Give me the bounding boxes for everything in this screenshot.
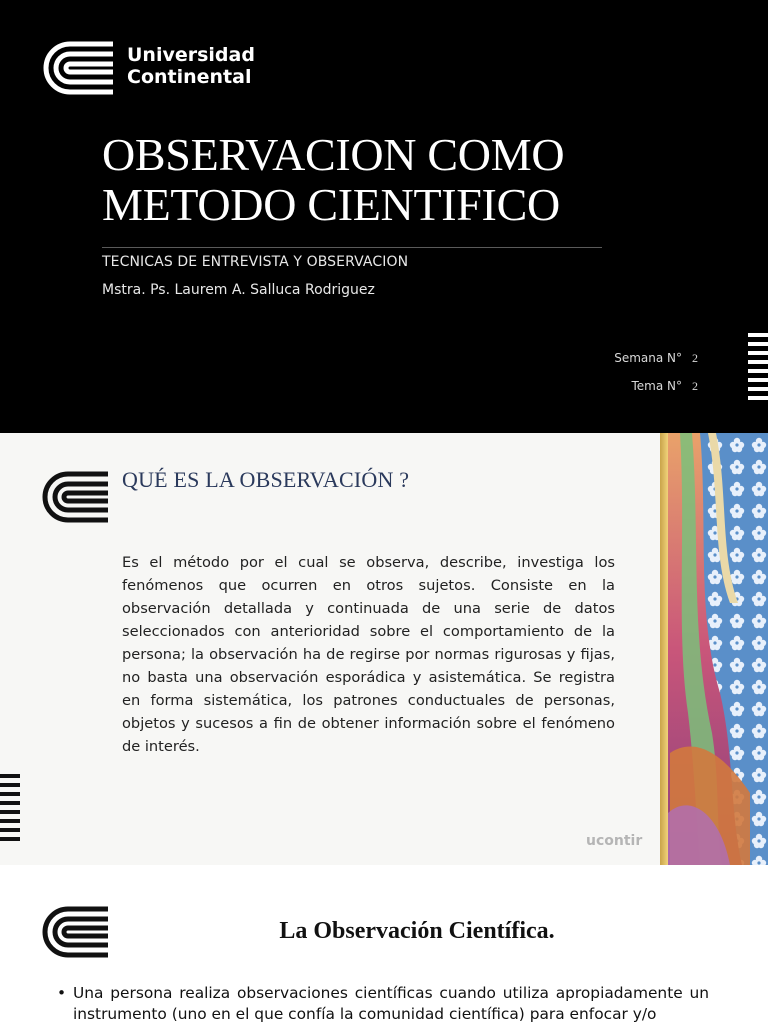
- title-slide: [0, 0, 768, 433]
- bullet-list: [57, 983, 709, 1025]
- presentation-title: [102, 130, 564, 230]
- presentation-subtitle: TECNICAS DE ENTREVISTA Y OBSERVACION: [102, 254, 409, 270]
- brand-line-2: Continental: [127, 66, 252, 88]
- section-title: QUÉ ES LA OBSERVACIÓN ?: [122, 467, 410, 492]
- title-line-1: OBSERVACION COMO: [102, 129, 565, 180]
- decorative-artwork: [660, 433, 768, 865]
- brand-line-1: Universidad: [127, 44, 255, 66]
- watermark-text: ucontir: [586, 833, 643, 849]
- tema-label: Tema N°: [631, 379, 682, 393]
- slide3-title: La Observación Científica.: [279, 918, 555, 944]
- left-stripes-icon: [0, 774, 20, 846]
- slide2-logo-icon: [40, 470, 110, 528]
- title-line-2: METODO CIENTIFICO: [102, 179, 560, 230]
- decorative-stripes-icon: [748, 333, 768, 405]
- list-item: • Una persona realiza observaciones científicas cuando utiliza apropiadamente un instrumento (uno en el que confía la comunidad científica) para enfocar y/o: [57, 983, 709, 1025]
- semana-value: 2: [692, 351, 698, 365]
- tema-value: 2: [692, 379, 698, 393]
- definition-paragraph: Es el método por el cual se observa, describe, investiga los fenómenos que ocurren en otros sujetos. Consiste en la observación detallada y continuada de una serie de datos seleccionados con anterioridad sobre el comportamiento de la persona; la observación ha de regirse por normas rigurosas y fijas, no basta una observación esporádica y asistemática. Se registra en forma sistemática, los patrones conductuales de personas, objetos y sucesos a fin de obtener información sobre el fenómeno de interés.: [122, 554, 615, 755]
- brand-name: [127, 44, 255, 88]
- semana-row: [614, 351, 698, 365]
- author-name: Mstra. Ps. Laurem A. Salluca Rodriguez: [102, 282, 375, 298]
- semana-label: Semana N°: [614, 351, 682, 365]
- tema-row: [631, 379, 698, 393]
- university-logo-icon: [40, 40, 116, 100]
- title-divider: [102, 247, 602, 248]
